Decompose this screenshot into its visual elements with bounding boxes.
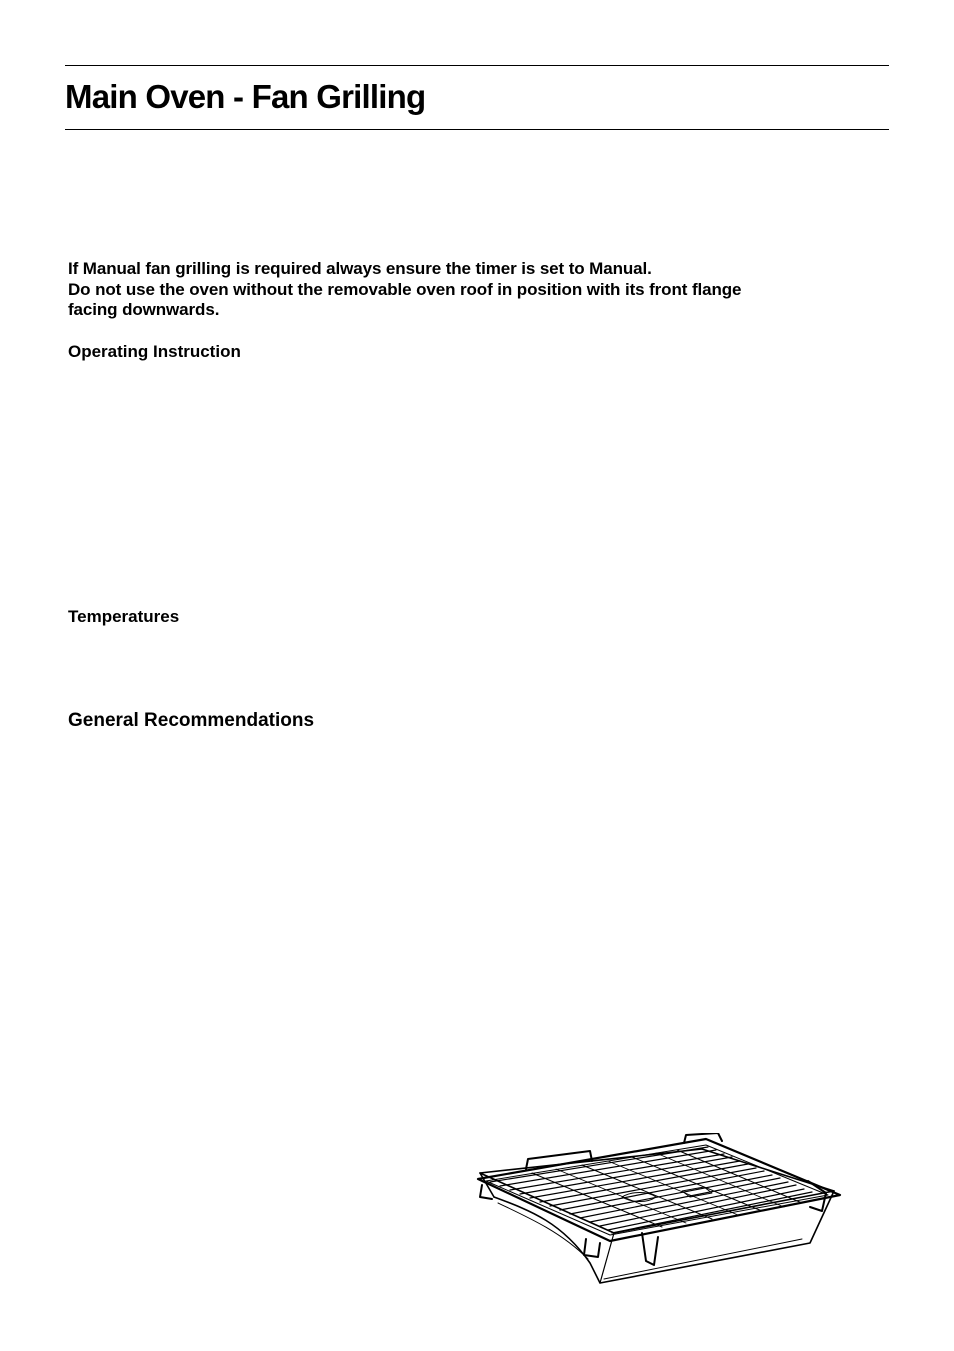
warning-line-2: Do not use the oven without the removable oven roof in position with its front flange [68,279,742,299]
operating-instruction-heading: Operating Instruction [68,342,241,361]
top-rule [65,65,889,66]
general-recommendations-heading: General Recommendations [68,710,315,731]
warning-line-1: If Manual fan grilling is required always ensure the timer is set to Manual. [68,259,652,278]
grill-pan-with-rack-icon [472,1133,844,1289]
safety-warning [68,259,868,321]
warning-line-3: facing downwards. [68,300,220,319]
temperatures-heading: Temperatures [68,607,180,626]
page-title: Main Oven - Fan Grilling [65,78,426,115]
title-underline [65,129,889,130]
